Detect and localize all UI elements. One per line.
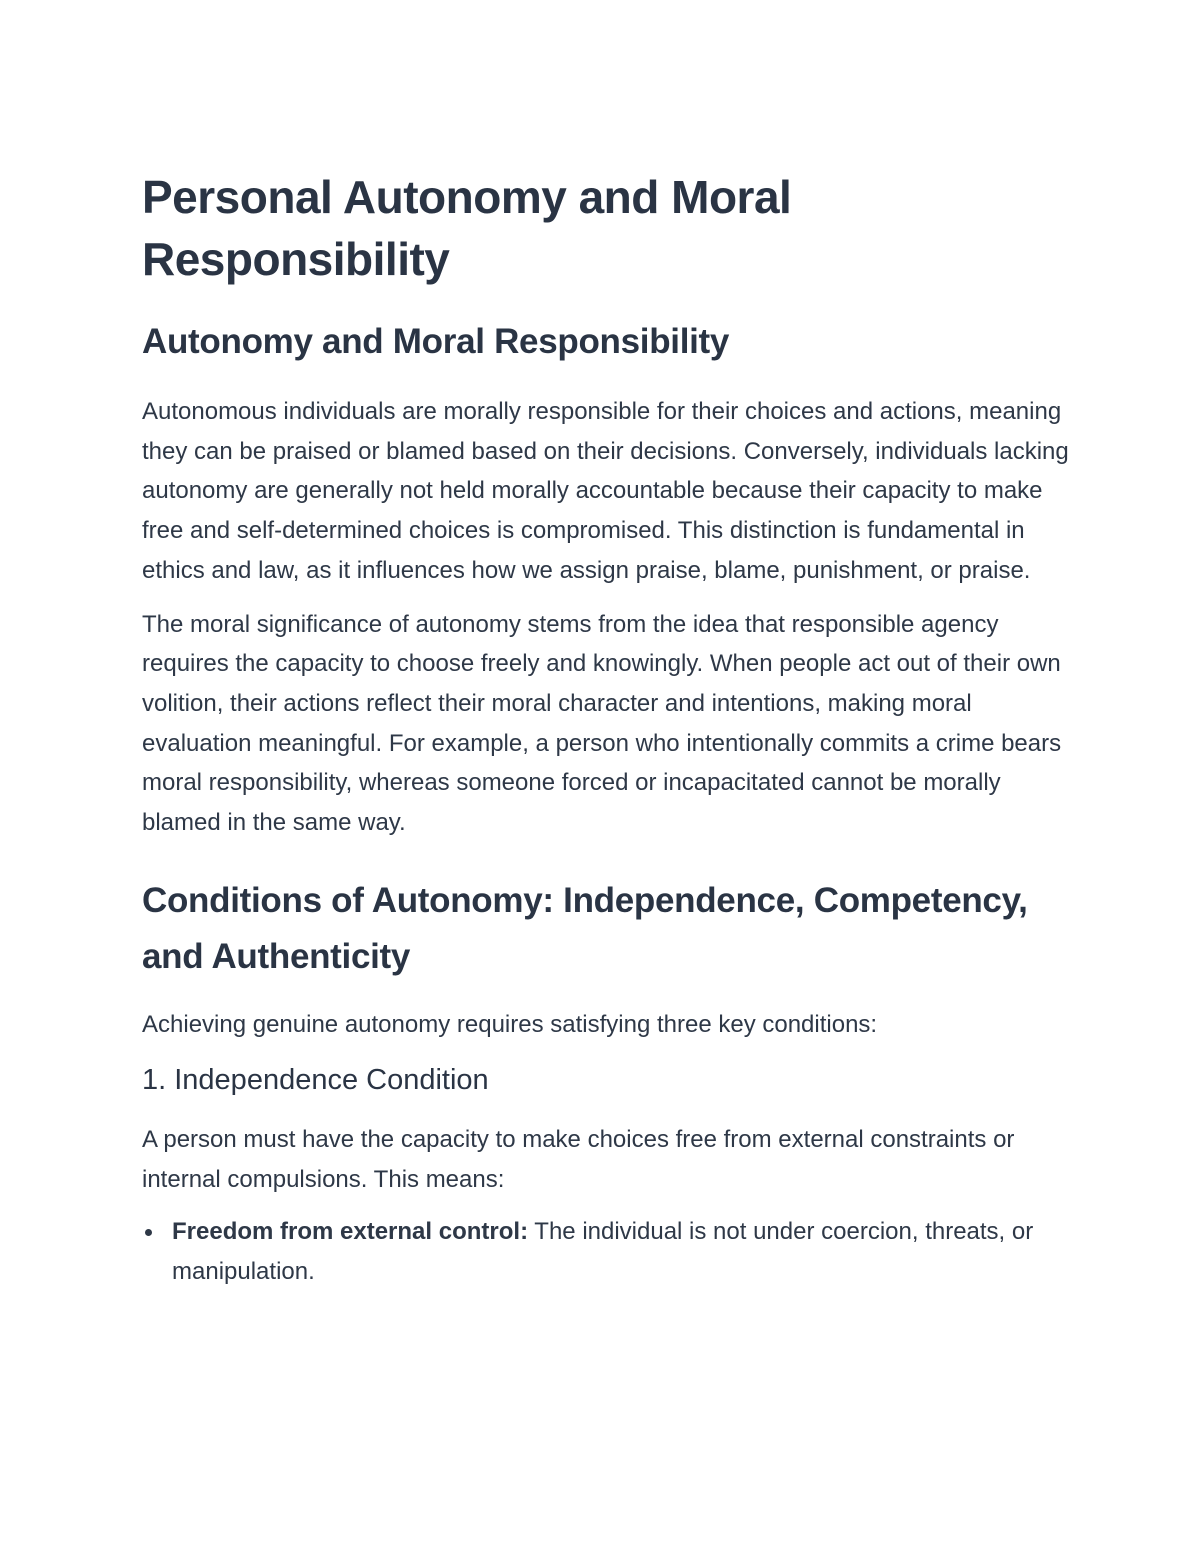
bullet-dot-icon — [145, 1229, 152, 1236]
subsection-heading-independence: 1. Independence Condition — [142, 1064, 489, 1097]
paragraph: The moral significance of autonomy stems from the idea that responsible agency requires the capacity to choose freely and knowingly. When people act out of their own volition, their actions reflect their moral character and intentions, making moral evaluation meaningful. For example, a person who intentionally commits a crime bears moral responsibility, whereas someone forced or incapacitated cannot be morally blamed in the same way. — [142, 610, 1062, 837]
paragraph: Autonomous individuals are morally responsible for their choices and actions, meaning they can be praised or blamed based on their decisions. Conversely, individuals lacking autonomy are generally not held morally accountable because their capacity to make free and self-determined choices is compromised. This distinction is fundamental in ethics and law, as it influences how we assign praise, blame, punishment, or praise. — [142, 398, 1069, 584]
paragraph: A person must have the capacity to make choices free from external constraints or internal compulsions. This means: — [142, 1126, 1015, 1194]
section-heading-autonomy-responsibility: Autonomy and Moral Responsibility — [142, 322, 730, 361]
list-item-term: Freedom from external control: — [172, 1217, 529, 1245]
bullet-list — [142, 1212, 1072, 1291]
document-page — [142, 166, 1072, 1291]
section-intro: Achieving genuine autonomy requires satisfying three key conditions: — [142, 1010, 878, 1038]
section-heading-conditions-of-autonomy: Conditions of Autonomy: Independence, Competency, and Authenticity — [142, 880, 1028, 976]
list-item — [172, 1212, 1072, 1291]
list-item-text: The individual is not under coercion, threats, or manipulation. — [172, 1217, 1034, 1285]
document-title: Personal Autonomy and Moral Responsibility — [142, 171, 792, 285]
